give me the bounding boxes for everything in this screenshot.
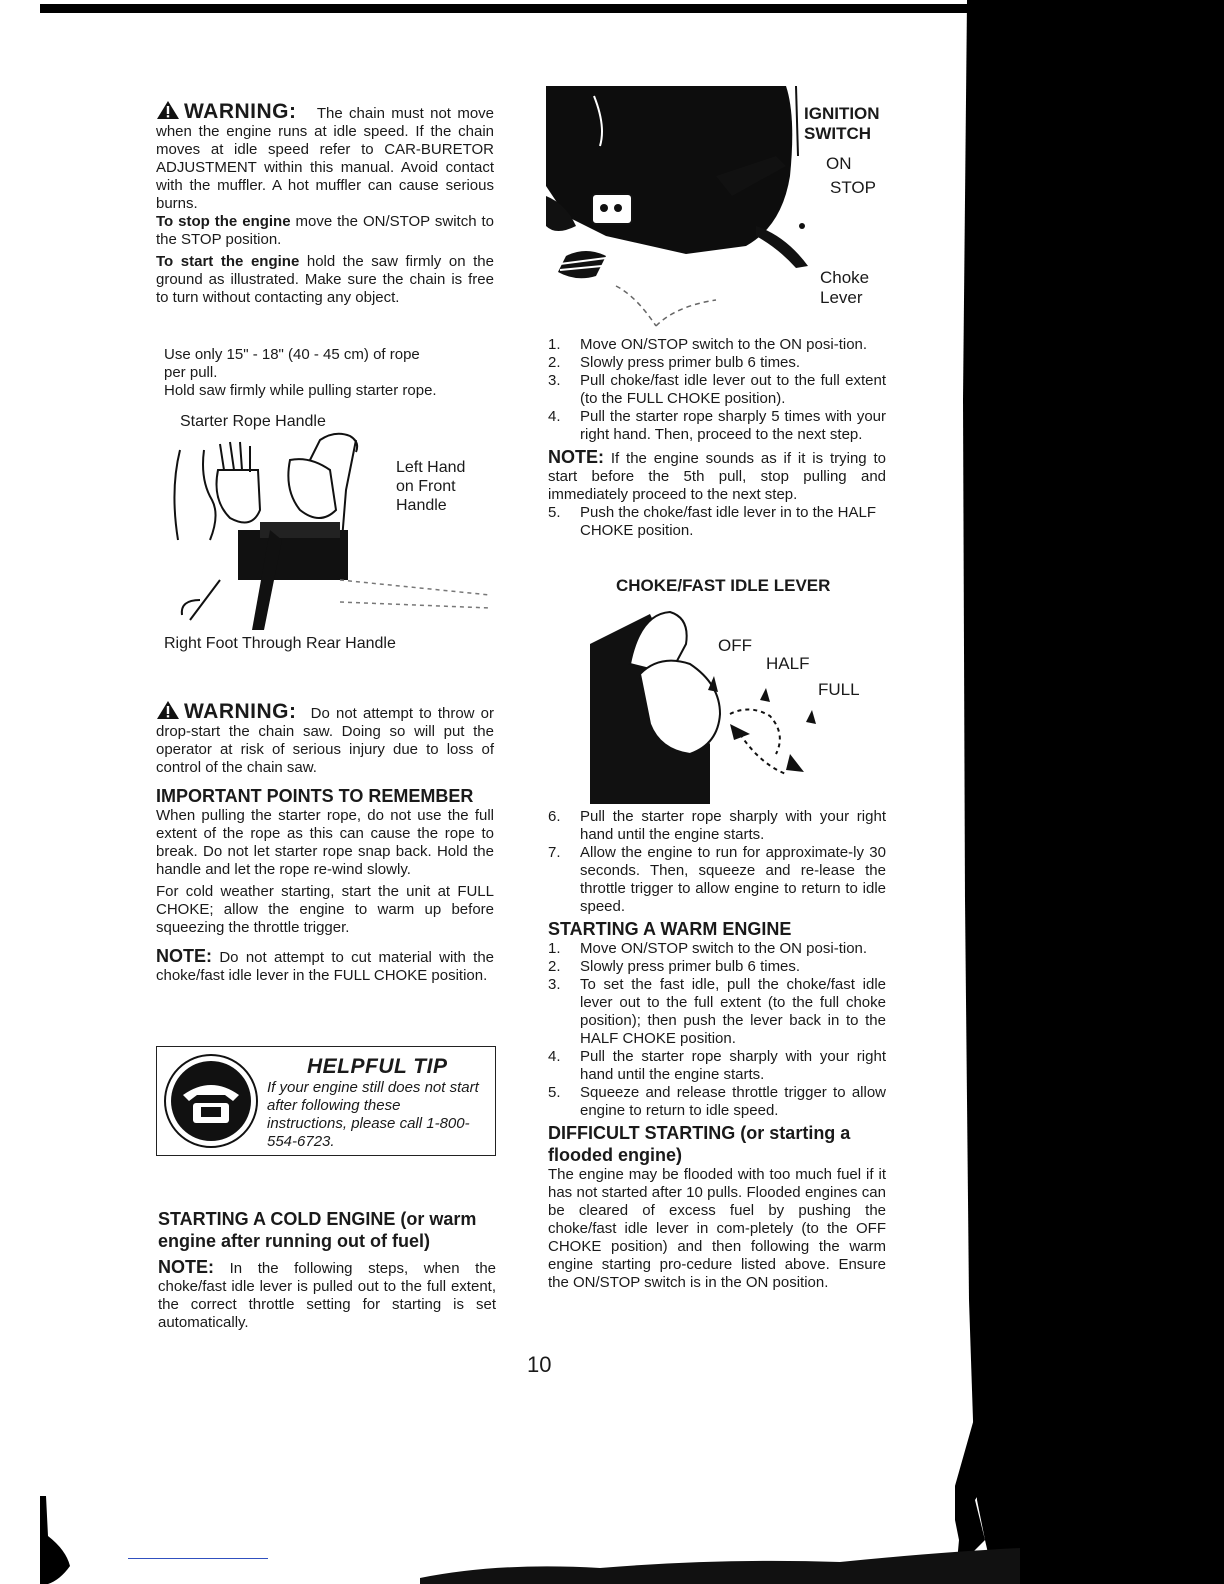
stop-engine-text: move the ON/STOP switch to the STOP position. xyxy=(156,213,494,248)
ignition-switch-label: IGNITION SWITCH xyxy=(804,104,880,143)
warning-2 xyxy=(156,700,494,985)
warning-triangle-icon xyxy=(156,700,180,720)
warning-1 xyxy=(156,100,494,307)
warning-triangle-icon xyxy=(156,100,180,120)
ignition-stop-label: STOP xyxy=(830,178,876,197)
cold-engine-section xyxy=(158,1208,496,1332)
telephone-icon xyxy=(163,1053,259,1149)
cold-steps-continued xyxy=(548,808,886,1292)
mid-note-label: NOTE: xyxy=(548,447,604,467)
mid-note-text: If the engine sounds as if it is trying to start before the 5th pull, stop pulling and immediately proceed to the next step. xyxy=(548,450,886,503)
left-hand-label: Left Hand on Front Handle xyxy=(396,459,466,514)
important-heading: IMPORTANT POINTS TO REMEMBER xyxy=(156,786,474,806)
choke-diagram-title: CHOKE/FAST IDLE LEVER xyxy=(616,576,831,595)
ignition-switch-illustration xyxy=(546,86,816,336)
scan-left-mark xyxy=(36,1496,76,1584)
list-item: 6. Pull the starter rope sharply with your right hand until the engine starts. xyxy=(548,808,886,843)
choke-lever-illustration xyxy=(590,604,840,804)
warning-2-text: Do not attempt to throw or drop-start the chain saw. Doing so will put the operator at risk of serious injury due to loss of control of the chain saw. xyxy=(156,705,494,776)
rope-hold-text: Hold saw firmly while pulling starter rope. xyxy=(164,382,437,399)
cold-note-label: NOTE: xyxy=(158,1257,214,1277)
choke-off-label: OFF xyxy=(718,636,752,655)
rope-length-text: Use only 15" - 18" (40 - 45 cm) of rope per pull. xyxy=(164,346,420,381)
difficult-starting-text: The engine may be flooded with too much fuel if it has not started after 10 pulls. Flooded engines can be cleared of excess fuel by pushing the choke/fast idle lever in com-pletely (to the OFF CHOKE position) and then following the warm engine starting pro-cedure listed above. Ensure the ON/STOP switch is in the ON position. xyxy=(548,1166,886,1291)
list-item: 2. Slowly press primer bulb 6 times. xyxy=(548,958,801,975)
rope-guidance xyxy=(164,346,484,400)
list-item: 5. Squeeze and release throttle trigger to allow engine to return to idle speed. xyxy=(548,1084,886,1119)
list-item: 3. To set the fast idle, pull the choke/fast idle lever out to the full extent (to the full choke position); then push the lever back in to the HALF CHOKE position. xyxy=(548,976,886,1047)
scan-bottom-line xyxy=(128,1558,268,1559)
choke-half-label: HALF xyxy=(766,654,810,673)
scan-dark-edge xyxy=(955,0,1224,1584)
scan-bottom-smear xyxy=(420,1548,1020,1584)
stop-engine-label: To stop the engine xyxy=(156,213,291,230)
helpful-tip-box xyxy=(156,1046,496,1156)
important-note-text: Do not attempt to cut material with the choke/fast idle lever in the FULL CHOKE position. xyxy=(156,949,495,984)
warning-1-text: The chain must not move when the engine runs at idle speed. If the chain moves at idle speed refer to CAR-BURETOR ADJUSTMENT within this manual. Avoid contact with the muffler. A hot muffler can cause serious burns. xyxy=(156,105,494,212)
cold-steps xyxy=(548,336,886,540)
warm-engine-heading: STARTING A WARM ENGINE xyxy=(548,919,792,939)
list-item: 4. Pull the starter rope sharply with your right hand until the engine starts. xyxy=(548,1048,886,1083)
list-item: 1. Move ON/STOP switch to the ON posi-tion. xyxy=(548,336,868,353)
starter-rope-handle-label: Starter Rope Handle xyxy=(180,413,326,430)
difficult-starting-heading: DIFFICULT STARTING (or starting a flooded engine) xyxy=(548,1123,851,1165)
helpful-tip-text: If your engine still does not start after following these instructions, please call 1-800-554-6723. xyxy=(267,1079,479,1150)
list-item: 1. Move ON/STOP switch to the ON posi-tion. xyxy=(548,940,868,957)
helpful-tip-title: HELPFUL TIP xyxy=(307,1055,448,1078)
cold-engine-heading: STARTING A COLD ENGINE (or warm engine after running out of fuel) xyxy=(158,1209,477,1251)
choke-full-label: FULL xyxy=(818,680,860,699)
warning-2-head: WARNING: xyxy=(184,700,297,723)
list-item: 7. Allow the engine to run for approximate-ly 30 seconds. Then, squeeze and re-lease the throttle trigger to allow engine to return to idle speed. xyxy=(548,844,886,915)
page-number: 10 xyxy=(527,1352,552,1377)
start-engine-label: To start the engine xyxy=(156,253,300,270)
important-paragraph-1: When pulling the starter rope, do not use the full extent of the rope as this can cause the rope to break. Do not let starter rope snap back. Hold the handle and let the rope re-wind slowly. xyxy=(156,807,494,878)
list-item: 3. Pull choke/fast idle lever out to the full extent (to the FULL CHOKE position). xyxy=(548,372,886,407)
cold-note-text: In the following steps, when the choke/fast idle lever is pulled out to the full extent, the correct throttle setting for starting is set automatically. xyxy=(158,1260,496,1331)
ignition-on-label: ON xyxy=(826,154,852,173)
right-foot-label: Right Foot Through Rear Handle xyxy=(164,635,396,652)
important-note-label: NOTE: xyxy=(156,946,212,966)
list-item: 4. Pull the starter rope sharply 5 times with your right hand. Then, proceed to the next step. xyxy=(548,408,886,443)
list-item: 5. Push the choke/fast idle lever in to the HALF CHOKE position. xyxy=(548,504,876,539)
important-paragraph-2: For cold weather starting, start the unit at FULL CHOKE; allow the engine to warm up before squeezing the throttle trigger. xyxy=(156,883,494,936)
list-item: 2. Slowly press primer bulb 6 times. xyxy=(548,354,801,371)
start-engine-text: hold the saw firmly on the ground as illustrated. Make sure the chain is free to turn without contacting any object. xyxy=(156,253,494,306)
choke-lever-label: Choke Lever xyxy=(820,268,870,307)
warning-1-head: WARNING: xyxy=(184,100,297,123)
